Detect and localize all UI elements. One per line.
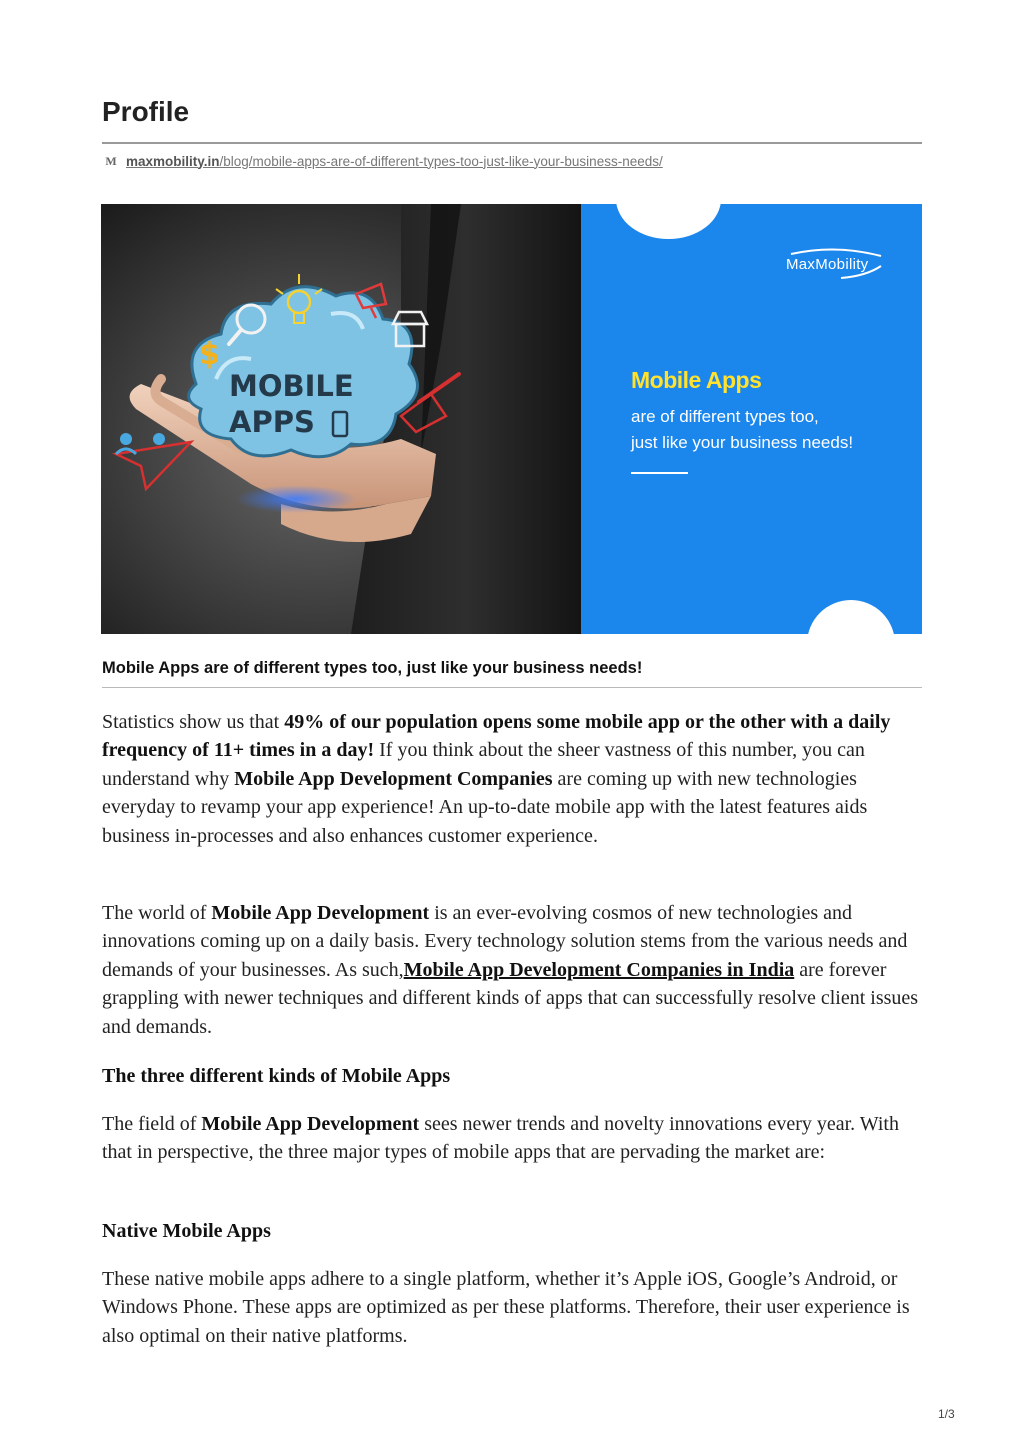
p1-bold-2: Mobile App Development Companies (234, 767, 553, 790)
decor-circle-top (616, 204, 721, 239)
decor-circle-bottom (807, 600, 895, 634)
paragraph-native: These native mobile apps adhere to a single platform, whether it’s Apple iOS, Google’s Android, or Windows Phone. These apps are optimized as per these platforms. Therefore, their user experience is also optimal on their native platforms. (102, 1268, 910, 1347)
p2-text-3: are forever grappling with newer techniques and different kinds of apps that can successfully resolve client issues and demands. (102, 958, 919, 1038)
p2-text-2: is an ever-evolving cosmos of new technologies and innovations coming up on a daily basis. Every technology solution stems from the various needs and demands of your businesses. As such, (102, 902, 908, 981)
paragraph-world (102, 899, 924, 1041)
hand-cloud-illustration (101, 204, 581, 634)
cloud-text-apps: APPS (229, 405, 315, 439)
p1-text-1: Statistics show us that (102, 711, 285, 733)
heading-three-kinds: The three different kinds of Mobile Apps (102, 1065, 451, 1087)
p2-text-1: The world of (102, 902, 212, 924)
hero-subline (631, 404, 911, 456)
link-mobile-app-companies-india[interactable]: Mobile App Development Companies in India (403, 958, 795, 981)
image-caption: Mobile Apps are of different types too, just like your business needs! (102, 659, 643, 677)
source-domain: maxmobility.in (126, 153, 220, 169)
p3-text-1: The field of (102, 1113, 202, 1135)
cloud-text-mobile: MOBILE (229, 369, 354, 403)
hero-headline: Mobile Apps (631, 367, 762, 393)
p1-text-2: If you think about the sheer vastness of this number, you can understand why (102, 739, 865, 790)
dollar-icon: $ (199, 337, 220, 372)
p3-text-2: sees newer trends and novelty innovations every year. With that in perspective, the three major types of mobile apps that are pervading the market are: (102, 1113, 899, 1164)
heading-native-apps: Native Mobile Apps (102, 1220, 271, 1242)
paragraph-statistics (102, 708, 924, 850)
paragraph-field (102, 1110, 924, 1167)
hero-blue-panel (581, 204, 922, 634)
p1-text-3: are coming up with new technologies everyday to revamp your app experience! An up-to-date mobile app with the latest features aids business in-processes and also enhances customer experience. (102, 767, 868, 847)
p2-bold-1: Mobile App Development (211, 902, 430, 924)
hero-banner-image (101, 204, 922, 634)
source-link[interactable] (126, 154, 663, 169)
page-title: Profile (102, 96, 190, 127)
caption-divider (102, 687, 922, 688)
hero-subline-2: just like your business needs! (631, 433, 854, 452)
page-number: 1/3 (938, 1407, 955, 1421)
title-divider (102, 142, 922, 144)
site-favicon-icon: M (105, 153, 117, 168)
hero-dash-divider (631, 472, 688, 474)
p1-bold-1: 49% of our population opens some mobile app or the other with a daily frequency of 11+ times in a day! (102, 711, 891, 762)
source-path: /blog/mobile-apps-are-of-different-types-too-just-like-your-business-needs/ (219, 153, 663, 169)
source-line (104, 151, 663, 171)
hero-photo-panel (101, 204, 581, 634)
p3-bold-1: Mobile App Development (201, 1113, 420, 1135)
brand-logo-text: MaxMobility (786, 256, 869, 273)
hero-subline-1: are of different types too, (631, 407, 819, 426)
